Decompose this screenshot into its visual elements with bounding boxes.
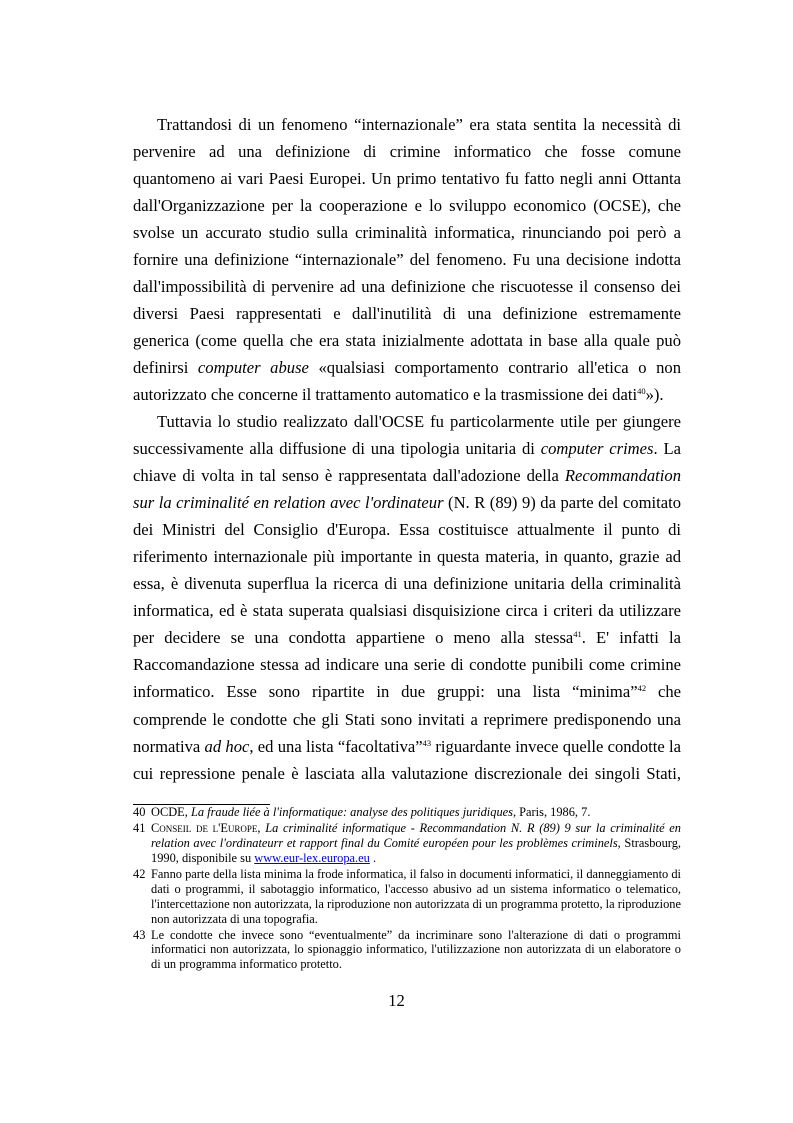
footnote-41 — [133, 821, 681, 866]
footnote-number: 43 — [133, 927, 146, 942]
emphasis-ad-hoc: ad hoc — [204, 736, 250, 756]
paragraph-2: Tuttavia lo studio realizzato dall'OCSE fu particolarmente utile per giungere successivamente alla diffusione di una tipologia unitaria di computer crimes. La chiave di volta in tal senso è rappresentata dall'adozione della Recommandation sur la criminalité en relation avec l'ordinateur (N. R (89) 9) da parte del comitato dei Ministri del Consiglio d'Europa. Essa costituisce attualmente il punto di riferimento internazionale più importante in questa materia, in quanto, grazie ad essa, è divenuta superflua la ricerca di una definizione unitaria della criminalità informatica, ed è stata superata qualsiasi disquisizione circa i criteri da utilizzare per decidere se una condotta appartiene o meno alla stessa$^{41}$. E' infatti la Raccomandazione stessa ad indicare una serie di condotte punibili come crimine informatico. Esse sono ripartite in due gruppi: una lista “minima”$^{42}$ che comprende le condotte che gli Stati sono invitati a reprimere predisponendo una normativa ad hoc, ed una lista “facoltativa”$^{43}$ riguardante invece quelle condotte la cui repressione penale è lasciata alla valutazione discrezionale dei singoli Stati, — [133, 412, 681, 783]
footnote-text: Conseil de l'Europe, La criminalité informatique - Recommandation N. R (89) 9 sur la criminalité en relation avec l'ordinateurr et rapport final du Comité européen pour les problèmes criminels, Strasbourg, 1990, disponibile su www.eur-lex.europa.eu . — [151, 821, 681, 865]
emphasis-recommandation-title: Recommandation sur la criminalité en relation avec l'ordinateur — [133, 466, 681, 513]
eur-lex-link[interactable]: www.eur-lex.europa.eu — [254, 850, 370, 865]
footnote-number: 42 — [133, 866, 146, 881]
footnote-ref-43[interactable]: 43 — [422, 737, 432, 748]
footnote-number: 41 — [133, 821, 146, 835]
body-text — [133, 111, 681, 787]
footnote-text: Fanno parte della lista minima la frode informatica, il falso in documenti informatici, il danneggiamento di dati o programmi, il sabotaggio informatico, l'accesso abusivo ad un sistema informatico o telematico, l'intercettazione non autorizzata, la riproduzione non autorizzata di un programma protetto, la riproduzione non autorizzata di una topografia. — [151, 866, 682, 926]
footnote-number: 40 — [133, 805, 146, 819]
paragraph-1: Trattandosi di un fenomeno “internazionale” era stata sentita la necessità di pervenire ad una definizione di crimine informatico che fosse comune quantomeno ai vari Paesi Europei. Un primo tentativo fu fatto negli anni Ottanta dall'Organizzazione per la cooperazione e lo sviluppo economico (OCSE), che svolse un accurato studio sulla criminalità informatica, rinunciando poi però a fornire una definizione “internazionale” del fenomeno. Fu una decisione indotta dall'impossibilità di pervenire ad una definizione che riscuotesse il consenso dei diversi Paesi rappresentati e dall'inutilità di una definizione estremamente generica (come quella che era stata inizialmente adottata in base alla quale può definirsi computer abuse «qualsiasi comportamento contrario all'etica o non autorizzato che concerne il trattamento automatico e la trasmissione dei dati$^{40}$»). — [133, 115, 681, 405]
footnote-text: Le condotte che invece sono “eventualmente” da incriminare sono l'alterazione di dati o programmi informatici non autorizzata, lo spionaggio informatico, l'utilizzazione non autorizzata di un elaboratore o di un programma informatico protetto. — [151, 927, 681, 972]
page-number: 12 — [388, 991, 405, 1010]
footnote-text: OCDE, La fraude liée à l'informatique: analyse des politiques juridiques, Paris, 1986, 7. — [151, 805, 591, 819]
emphasis-computer-abuse: computer abuse — [197, 358, 309, 378]
footnote-ref-41[interactable]: 41 — [573, 629, 582, 640]
emphasis-computer-crimes: computer crimes — [540, 439, 654, 459]
footnotes — [133, 805, 681, 973]
footnote-42 — [133, 867, 681, 927]
footnote-40 — [133, 805, 681, 820]
footnote-ref-42[interactable]: 42 — [637, 683, 647, 694]
footnote-ref-40[interactable]: 40 — [637, 386, 646, 397]
footnote-43 — [133, 928, 681, 973]
